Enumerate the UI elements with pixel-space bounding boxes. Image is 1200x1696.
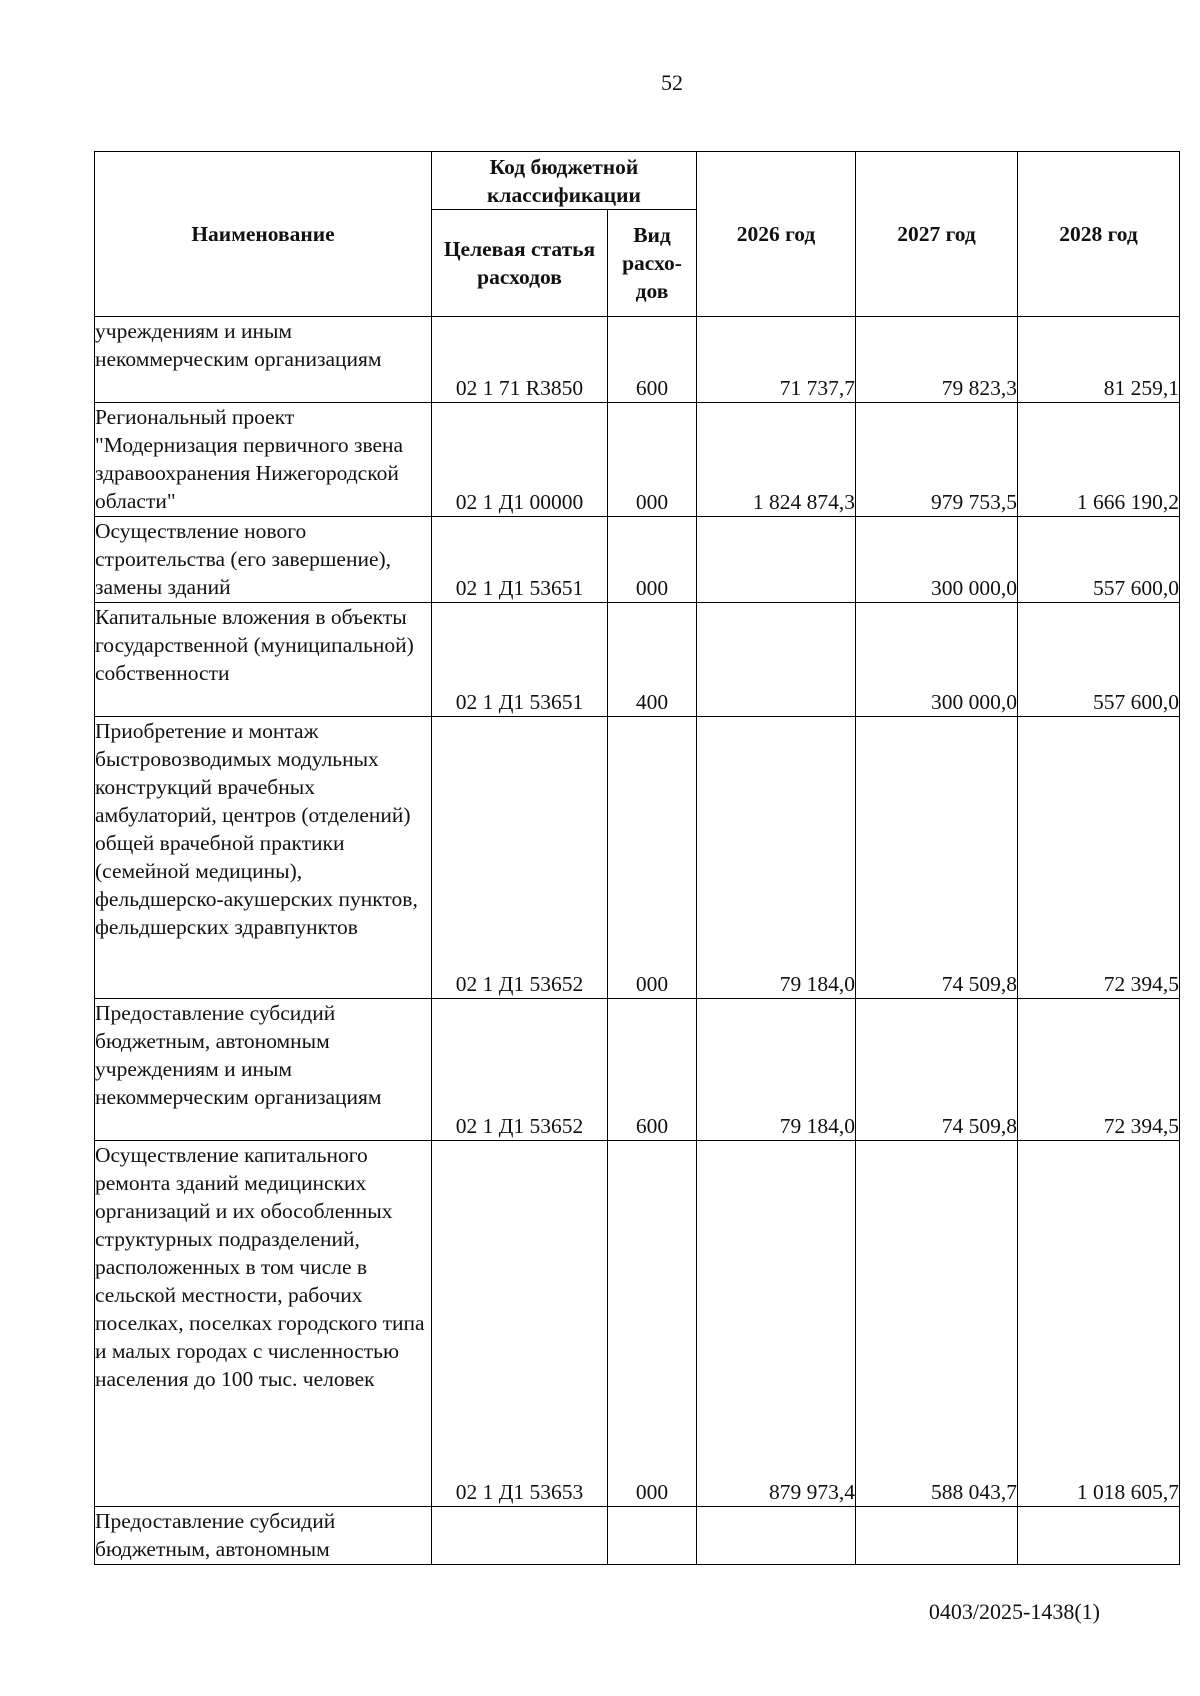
- row-2027: 74 509,8: [856, 999, 1018, 1141]
- row-2027: 79 823,3: [856, 317, 1018, 403]
- table-row: [95, 1507, 1180, 1565]
- table-row: [95, 403, 1180, 517]
- row-code: 02 1 Д1 53651: [432, 517, 608, 603]
- row-2027: [856, 1507, 1018, 1565]
- row-kind: 000: [608, 717, 697, 999]
- row-2028: [1018, 1507, 1180, 1565]
- header-2026: 2026 год: [697, 152, 856, 317]
- document-registration-code: 0403/2025-1438(1): [928, 1599, 1100, 1624]
- row-2026: [697, 517, 856, 603]
- row-2028: 1 018 605,7: [1018, 1141, 1180, 1507]
- table-row: [95, 1141, 1180, 1507]
- budget-table: [94, 151, 1180, 1565]
- row-code: [432, 1507, 608, 1565]
- header-expense-kind: Вид расхо-дов: [608, 210, 697, 317]
- row-2028: 557 600,0: [1018, 517, 1180, 603]
- row-name: Приобретение и монтаж быстровозводимых модульных конструкций врачебных амбулаторий, центров (отделений) общей врачебной практики (семейной медицины), фельдшерско-акушерских пунктов, фельдшерских здравпунктов: [95, 717, 432, 999]
- row-2026: 1 824 874,3: [697, 403, 856, 517]
- row-code: 02 1 Д1 53652: [432, 717, 608, 999]
- row-kind: 000: [608, 517, 697, 603]
- row-code: 02 1 Д1 00000: [432, 403, 608, 517]
- table-row: [95, 717, 1180, 999]
- row-code: 02 1 71 R3850: [432, 317, 608, 403]
- table-row: [95, 317, 1180, 403]
- row-2027: 588 043,7: [856, 1141, 1018, 1507]
- row-2028: 72 394,5: [1018, 999, 1180, 1141]
- row-name: Предоставление субсидий бюджетным, автономным учреждениям и иным некоммерческим организациям: [95, 999, 432, 1141]
- row-2026: 79 184,0: [697, 717, 856, 999]
- row-kind: 000: [608, 1141, 697, 1507]
- header-target-article: Целевая статья расходов: [432, 210, 608, 317]
- header-2028: 2028 год: [1018, 152, 1180, 317]
- row-code: 02 1 Д1 53652: [432, 999, 608, 1141]
- page-number: 52: [661, 70, 683, 95]
- row-2027: 300 000,0: [856, 603, 1018, 717]
- row-2026: 71 737,7: [697, 317, 856, 403]
- row-name: учреждениям и иным некоммерческим организациям: [95, 317, 432, 403]
- table-header-row: [95, 152, 1180, 210]
- table-row: [95, 517, 1180, 603]
- row-2027: 979 753,5: [856, 403, 1018, 517]
- table-row: [95, 999, 1180, 1141]
- row-name: Осуществление нового строительства (его завершение), замены зданий: [95, 517, 432, 603]
- row-code: 02 1 Д1 53651: [432, 603, 608, 717]
- row-name: Капитальные вложения в объекты государственной (муниципальной) собственности: [95, 603, 432, 717]
- row-kind: 400: [608, 603, 697, 717]
- row-2027: 300 000,0: [856, 517, 1018, 603]
- row-2026: 879 973,4: [697, 1141, 856, 1507]
- row-kind: 600: [608, 317, 697, 403]
- row-2026: 79 184,0: [697, 999, 856, 1141]
- row-2026: [697, 603, 856, 717]
- header-name: Наименование: [95, 152, 432, 317]
- table-row: [95, 603, 1180, 717]
- row-2028: 81 259,1: [1018, 317, 1180, 403]
- row-code: 02 1 Д1 53653: [432, 1141, 608, 1507]
- row-2028: 557 600,0: [1018, 603, 1180, 717]
- row-kind: 600: [608, 999, 697, 1141]
- header-budget-code: Код бюджетной классификации: [432, 152, 697, 210]
- row-name: Предоставление субсидий бюджетным, автономным: [95, 1507, 432, 1565]
- row-kind: 000: [608, 403, 697, 517]
- row-2028: 72 394,5: [1018, 717, 1180, 999]
- row-2028: 1 666 190,2: [1018, 403, 1180, 517]
- row-name: Региональный проект "Модернизация первичного звена здравоохранения Нижегородской области": [95, 403, 432, 517]
- row-name: Осуществление капитального ремонта зданий медицинских организаций и их обособленных структурных подразделений, расположенных в том числе в сельской местности, рабочих поселках, поселках городского типа и малых городах с численностью населения до 100 тыс. человек: [95, 1141, 432, 1507]
- row-2026: [697, 1507, 856, 1565]
- row-kind: [608, 1507, 697, 1565]
- row-2027: 74 509,8: [856, 717, 1018, 999]
- header-2027: 2027 год: [856, 152, 1018, 317]
